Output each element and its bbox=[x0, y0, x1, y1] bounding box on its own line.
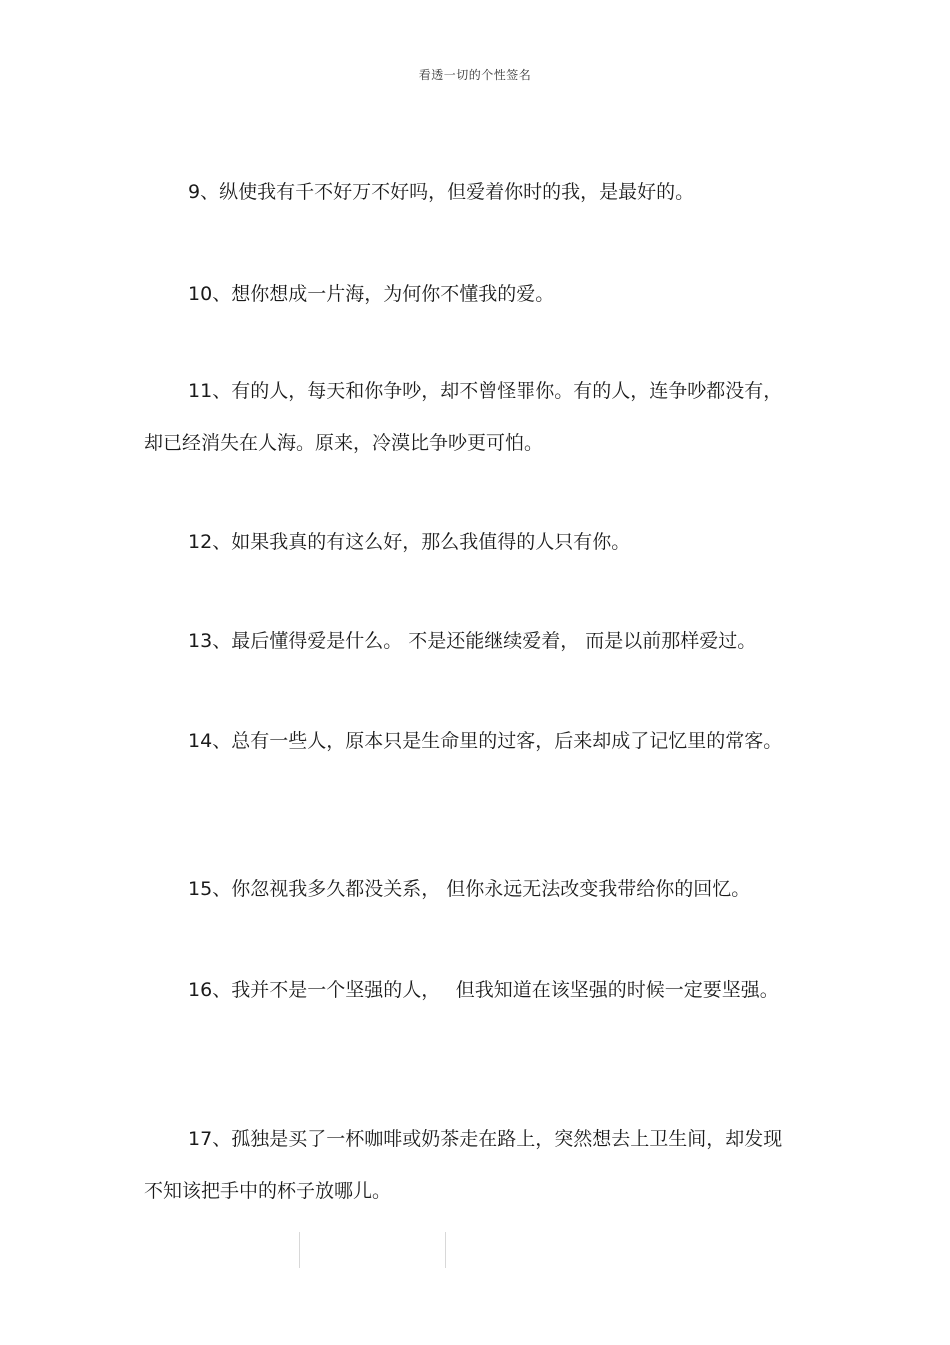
entry-text: 、最后懂得爱是什么。 不是还能继续爱着， 而是以前那样爱过。 bbox=[212, 630, 757, 652]
quote-entry-17 bbox=[144, 1113, 794, 1217]
entry-number: 14 bbox=[188, 730, 213, 752]
page-header: 看透一切的个性签名 bbox=[418, 68, 532, 82]
entry-text: 、你忽视我多久都没关系， 但你永远无法改变我带给你的回忆。 bbox=[212, 878, 751, 900]
entry-number: 16 bbox=[188, 979, 213, 1001]
divider-line-right bbox=[445, 1232, 446, 1268]
entry-text: 、孤独是买了一杯咖啡或奶茶走在路上，突然想去上卫生间，却发现不知该把手中的杯子放哪儿。 bbox=[144, 1128, 783, 1202]
quote-entry-12 bbox=[144, 516, 794, 568]
entry-number: 17 bbox=[188, 1128, 213, 1150]
entry-text: 、纵使我有千不好万不好吗，但爱着你时的我，是最好的。 bbox=[200, 181, 695, 203]
entry-number: 10 bbox=[188, 283, 213, 305]
entry-number: 11 bbox=[188, 380, 213, 402]
divider-line-left bbox=[299, 1232, 300, 1268]
quote-entry-14 bbox=[144, 715, 794, 767]
quote-entry-16 bbox=[144, 964, 794, 1016]
quote-entry-9 bbox=[144, 166, 794, 218]
quote-entry-10 bbox=[144, 268, 794, 320]
quote-entry-15 bbox=[144, 863, 794, 915]
entry-text: 、有的人，每天和你争吵，却不曾怪罪你。有的人，连争吵都没有，却已经消失在人海。原来，冷漠比争吵更可怕。 bbox=[144, 380, 783, 454]
quote-entry-13 bbox=[144, 615, 794, 667]
entry-text: 、如果我真的有这么好，那么我值得的人只有你。 bbox=[212, 531, 631, 553]
entry-text: 、想你想成一片海，为何你不懂我的爱。 bbox=[212, 283, 555, 305]
entry-text: 、我并不是一个坚强的人， 但我知道在该坚强的时候一定要坚强。 bbox=[212, 979, 779, 1001]
entry-number: 15 bbox=[188, 878, 213, 900]
quote-entry-11 bbox=[144, 365, 794, 469]
entry-text: 、总有一些人，原本只是生命里的过客，后来却成了记忆里的常客。 bbox=[212, 730, 783, 752]
entry-number: 9 bbox=[188, 181, 201, 203]
entry-number: 12 bbox=[188, 531, 213, 553]
entry-number: 13 bbox=[188, 630, 213, 652]
